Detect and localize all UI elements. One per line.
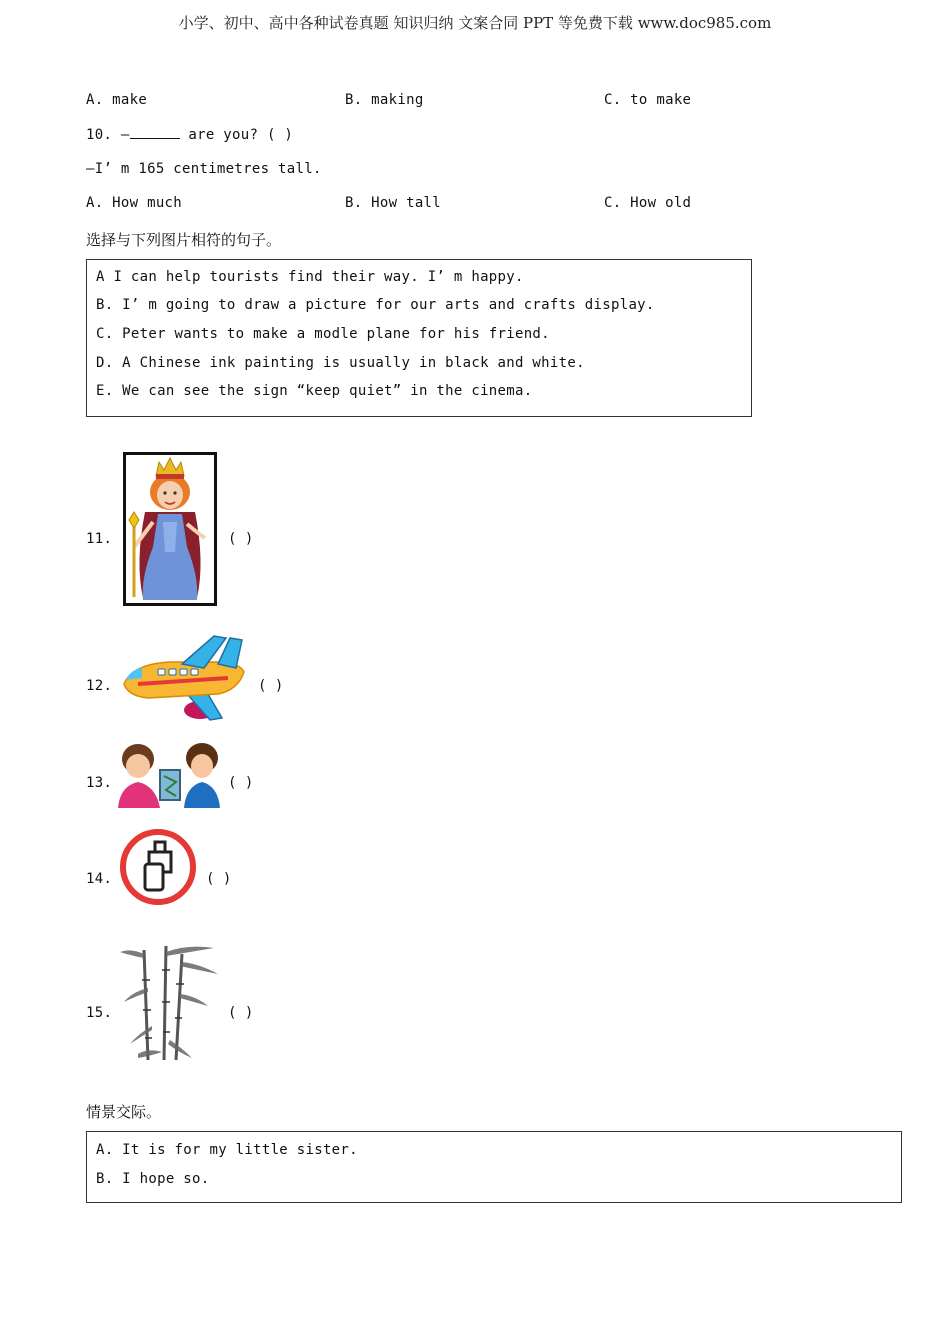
section2-title: 情景交际。 — [86, 1103, 162, 1121]
item-11-answer-paren[interactable]: ( ) — [228, 531, 254, 547]
item-12-answer-paren[interactable]: ( ) — [258, 678, 284, 694]
item-15-answer-paren[interactable]: ( ) — [228, 1005, 254, 1021]
q9-option-c: C. to make — [604, 92, 692, 108]
item-14-number: 14. — [86, 871, 113, 887]
q10-option-b: B. How tall — [345, 195, 442, 211]
two-people-map-picture-icon — [118, 742, 220, 808]
q10-question — [86, 126, 293, 143]
q10-answer-line: —I’ m 165 centimetres tall. — [86, 161, 322, 177]
sentence-d: D. A Chinese ink painting is usually in black and white. — [96, 355, 585, 371]
item-13-answer-paren[interactable]: ( ) — [228, 775, 254, 791]
q10-dash: — — [120, 127, 130, 143]
sentence-a: A I can help tourists find their way. I’ m happy. — [96, 269, 524, 285]
q9-option-b: B. making — [345, 92, 424, 108]
q10-option-c: C. How old — [604, 195, 692, 211]
item-14-answer-paren[interactable]: ( ) — [206, 871, 232, 887]
queen-picture-icon — [123, 452, 217, 606]
dialogue-option-a: A. It is for my little sister. — [96, 1142, 358, 1158]
q9-option-a: A. make — [86, 92, 148, 108]
page-header: 小学、初中、高中各种试卷真题 知识归纳 文案合同 PPT 等免费下载 www.doc985.com — [178, 14, 772, 32]
item-11-number: 11. — [86, 531, 113, 547]
sentence-c: C. Peter wants to make a modle plane for his friend. — [96, 326, 550, 342]
dialogue-option-b: B. I hope so. — [96, 1171, 210, 1187]
q10-number: 10. — [86, 127, 113, 143]
bamboo-ink-painting-icon — [118, 940, 222, 1062]
item-13-number: 13. — [86, 775, 113, 791]
item-15-number: 15. — [86, 1005, 113, 1021]
q10-option-a: A. How much — [86, 195, 183, 211]
dialogue-option-box — [86, 1131, 902, 1203]
sentence-b: B. I’ m going to draw a picture for our arts and crafts display. — [96, 297, 655, 313]
airplane-picture-icon — [118, 634, 252, 724]
q10-rest: are you? ( ) — [179, 127, 294, 143]
q10-blank[interactable] — [130, 126, 180, 139]
sentence-e: E. We can see the sign “keep quiet” in the cinema. — [96, 383, 533, 399]
sentence-box — [86, 259, 752, 417]
no-photography-sign-icon — [119, 828, 197, 906]
section1-title: 选择与下列图片相符的句子。 — [86, 231, 282, 249]
item-12-number: 12. — [86, 678, 113, 694]
